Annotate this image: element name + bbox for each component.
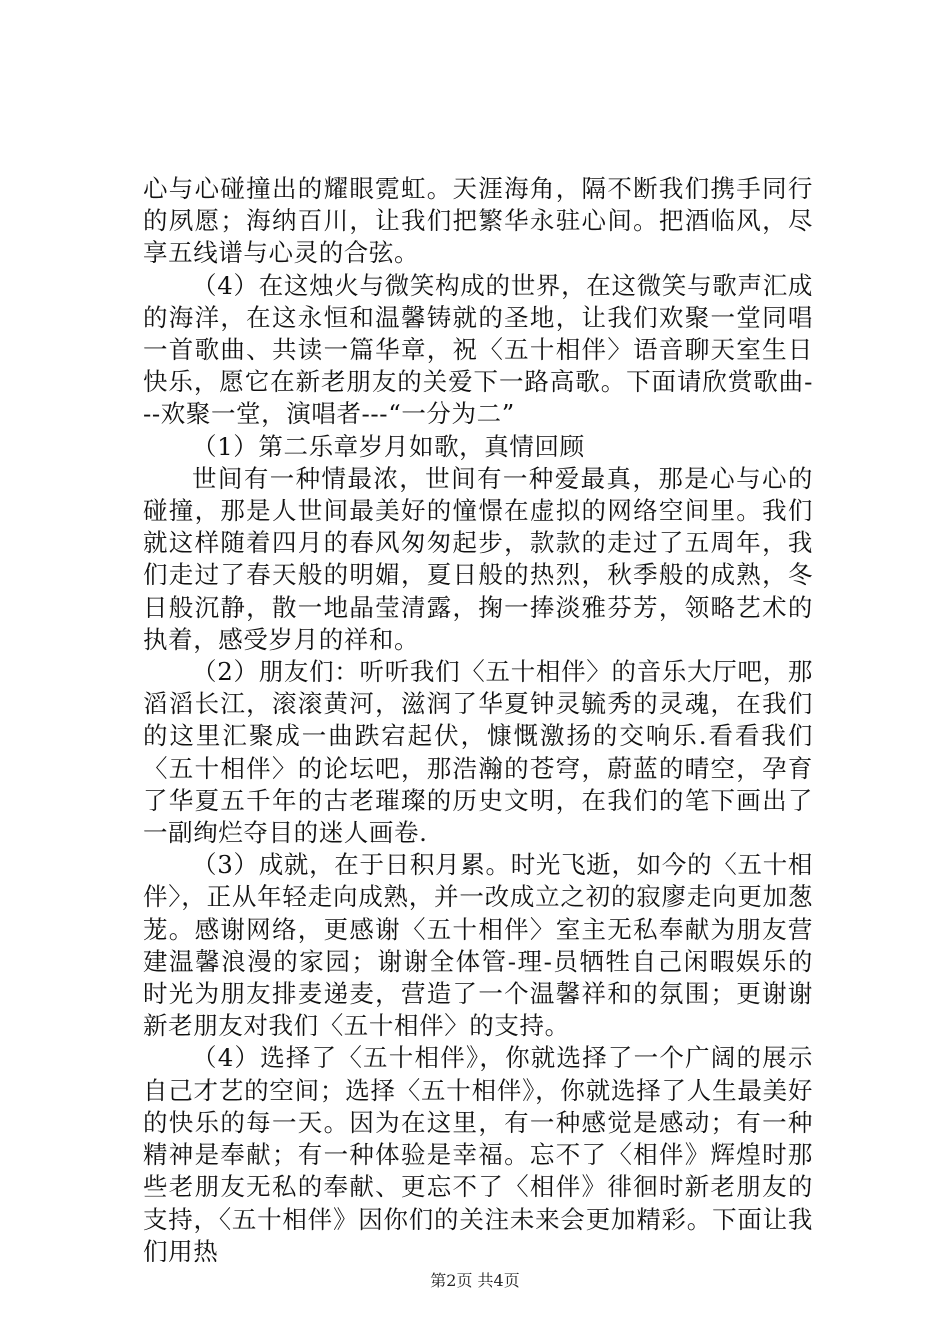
paragraph-item-2-friends: （2）朋友们：听听我们〈五十相伴〉的音乐大厅吧，那滔滔长江，滚滚黄河，滋润了华夏钟灵毓秀的灵魂，在我们的这里汇聚成一曲跌宕起伏，慷慨激扬的交响乐.看看我们〈五十相伴〉的论坛吧，那浩瀚的苍穹，蔚蓝的晴空，孕育了华夏五千年的古老璀璨的历史文明，在我们的笔下画出了一副绚烂夺目的迷人画卷. [143, 657, 813, 848]
paragraph-years-like-song: 世间有一种情最浓，世间有一种爱最真，那是心与心的碰撞，那是人世间最美好的憧憬在虚拟的网络空间里。我们就这样随着四月的春风匆匆起步，款款的走过了五周年，我们走过了春天般的明媚，夏日般的热烈，秋季般的成熟，冬日般沉静，散一地晶莹清露，掬一捧淡雅芬芳，领略艺术的执着，感受岁月的祥和。 [143, 463, 813, 654]
paragraph-item-3-achievement: （3）成就，在于日积月累。时光飞逝，如今的〈五十相伴〉，正从年轻走向成熟，并一改成立之初的寂廖走向更加葱茏。感谢网络，更感谢〈五十相伴〉室主无私奉献为朋友营建温馨浪漫的家园；谢谢全体管-理-员牺牲自己闲暇娱乐的时光为朋友排麦递麦，营造了一个温馨祥和的氛围；更谢谢新老朋友对我们〈五十相伴〉的支持。 [143, 850, 813, 1041]
paragraph-section-heading: （1）第二乐章岁月如歌，真情回顾 [192, 431, 585, 461]
paragraph-item-4-celebration: （4）在这烛火与微笑构成的世界，在这微笑与歌声汇成的海洋，在这永恒和温馨铸就的圣地，让我们欢聚一堂同唱一首歌曲、共读一篇华章，祝〈五十相伴〉语音聊天室生日快乐，愿它在新老朋友的关爱下一路高歌。下面请欣赏歌曲---欢聚一堂，演唱者---“一分为二” [143, 270, 813, 429]
page-number-footer: 第2页 共4页 [430, 1271, 520, 1290]
paragraph-item-4-choice: （4）选择了〈五十相伴》，你就选择了一个广阔的展示自己才艺的空间；选择〈五十相伴》，你就选择了人生最美好的快乐的每一天。因为在这里，有一种感觉是感动；有一种精神是奉献；有一种体验是幸福。忘不了〈相伴》辉煌时那些老朋友无私的奉献、更忘不了〈相伴》徘徊时新老朋友的支持，〈五十相伴》因你们的关注未来会更加精彩。下面让我们用热 [143, 1043, 813, 1266]
document-body [143, 173, 813, 1268]
paragraph-continuation: 心与心碰撞出的耀眼霓虹。天涯海角，隔不断我们携手同行的夙愿；海纳百川，让我们把繁华永驻心间。把酒临风，尽享五线谱与心灵的合弦。 [143, 174, 813, 268]
